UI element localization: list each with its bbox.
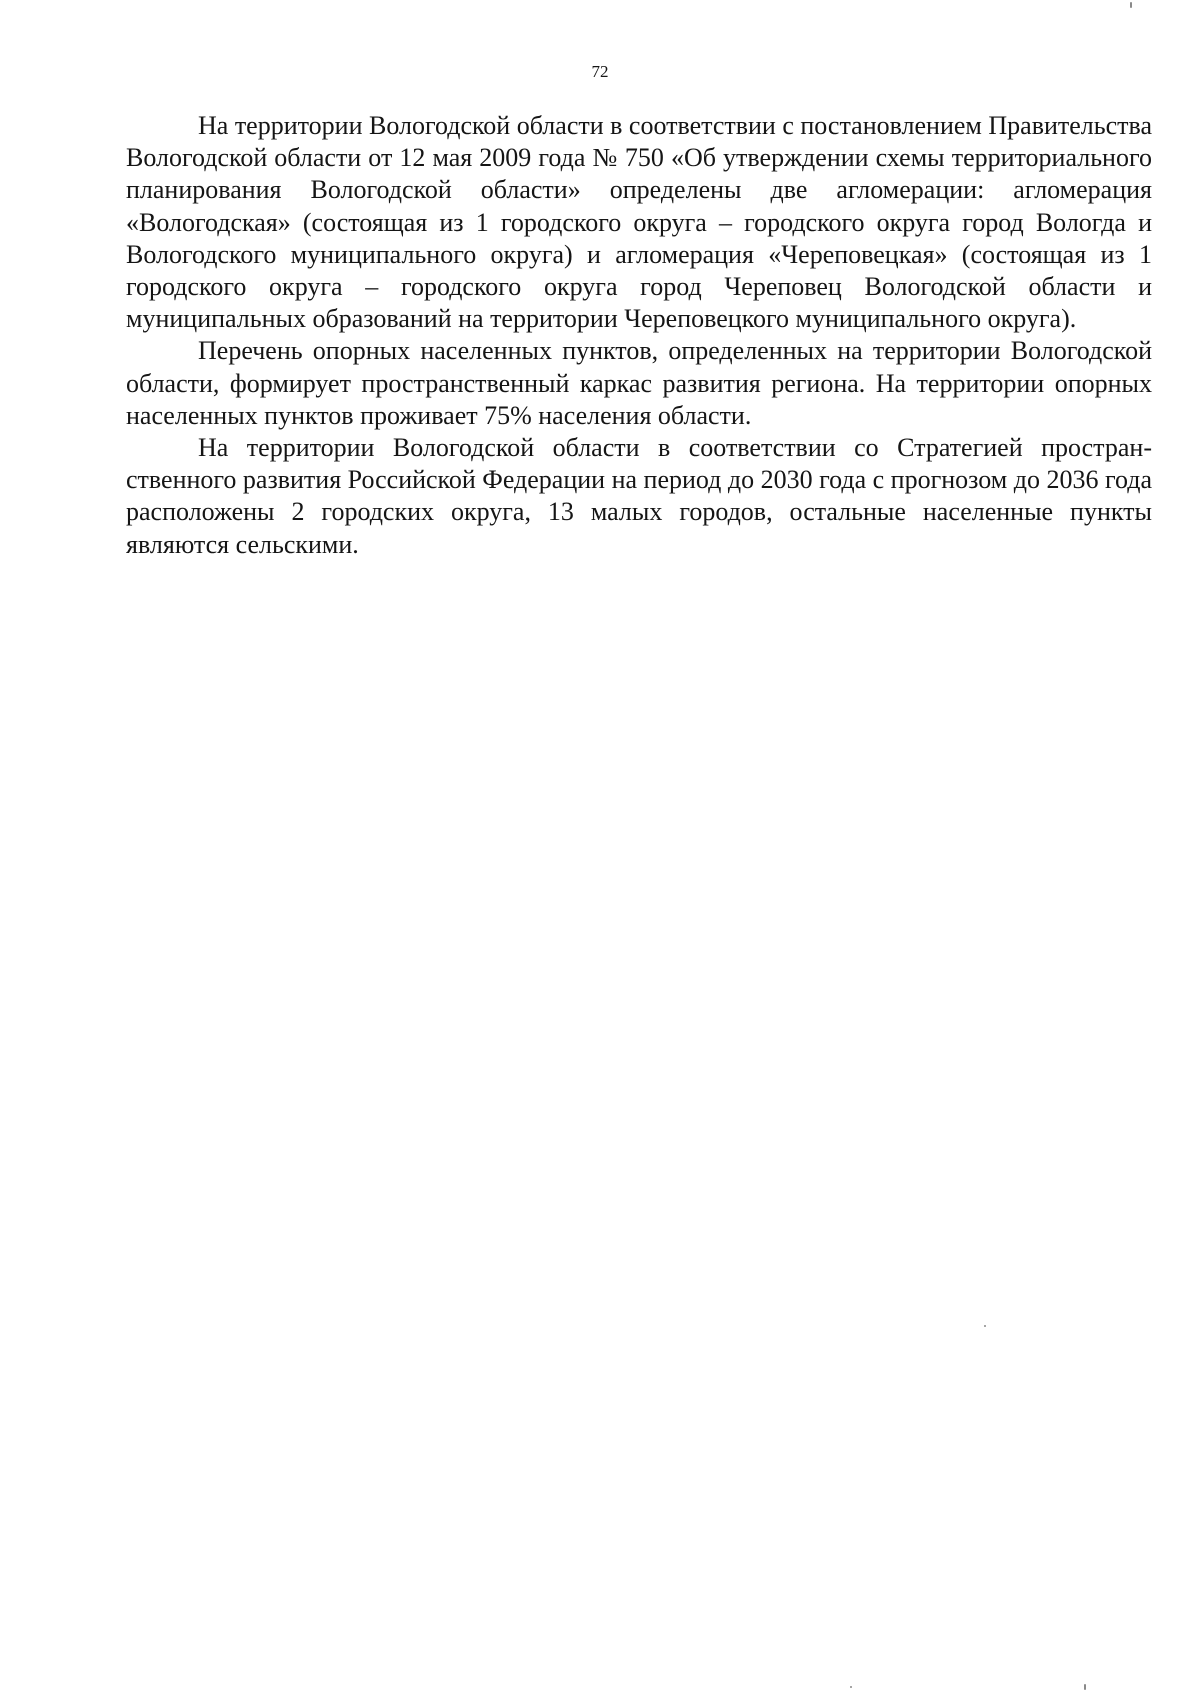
scan-speck xyxy=(984,1325,986,1327)
scan-speck xyxy=(1130,2,1132,8)
paragraph-spatial-strategy: На территории Вологодской области в соответствии со Стратегией пространственного развития Российской Федерации на период до 2030 года с прогнозом до 2036 года расположены 2 городских округа, 13 малых городов, остальные населенные пункты являются сельскими. xyxy=(126,433,1153,559)
scan-speck xyxy=(1084,1684,1086,1690)
body-text xyxy=(126,110,1152,561)
paragraph-agglomerations: На территории Вологодской области в соответствии с постановлением Правительства Вологодской области от 12 мая 2009 года № 750 «Об утверждении схемы территориального планирования Вологодской области» определены две агломерации: агломерация «Вологодская» (состоящая из 1 городского округа – городского округа город Вологда и Вологодского муниципального округа) и агломерация «Череповецкая» (состоящая из 1 городского округа – городского округа город Череповец Вологодской области и муниципальных образований на территории Череповецкого муниципального округа). xyxy=(126,111,1152,334)
scan-speck xyxy=(850,1686,852,1688)
page-number: 72 xyxy=(591,62,609,81)
paragraph-support-settlements: Перечень опорных населенных пунктов, определенных на территории Вологодской области, формирует пространственный каркас развития региона. На территории опорных населенных пунктов проживает 75% населения области. xyxy=(126,336,1152,430)
